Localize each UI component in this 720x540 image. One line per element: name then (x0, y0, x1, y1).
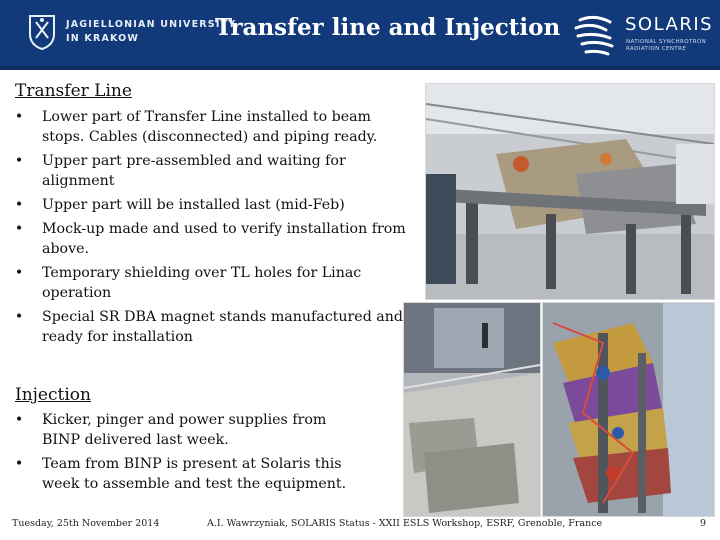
bullet-text: Special SR DBA magnet stands manufactured and ready for installation (42, 309, 403, 345)
hall-photo-image (404, 303, 540, 516)
injection-magnets-photo-image (543, 303, 714, 516)
transfer-line-list (14, 107, 406, 351)
solaris-subtitle (626, 39, 716, 53)
bullet-text: Upper part will be installed last (mid-Feb) (42, 197, 345, 213)
transfer-line-photo-image (426, 84, 714, 299)
list-item: • Special SR DBA magnet stands manufactured and ready for installation (14, 309, 403, 345)
page-number: 9 (700, 518, 707, 529)
list-item: • Team from BINP is present at Solaris this week to assemble and test the equipment. (14, 456, 347, 492)
transfer-line-photo (425, 83, 715, 300)
injection-heading: Injection (15, 385, 91, 405)
bullet-text: Lower part of Transfer Line installed to beam stops. Cables (disconnected) and piping ready. (42, 109, 378, 145)
university-name-line1: JAGIELLONIAN UNIVERSITY (66, 19, 237, 30)
transfer-line-heading: Transfer Line (15, 81, 132, 101)
list-item: • Upper part will be installed last (mid-Feb) (14, 197, 345, 213)
bullet-text: Temporary shielding over TL holes for Linac operation (42, 265, 362, 301)
list-item: • Temporary shielding over TL holes for Linac operation (14, 265, 362, 301)
bullet-text: Kicker, pinger and power supplies from BINP delivered last week. (42, 412, 327, 448)
bullet-text: Team from BINP is present at Solaris this week to assemble and test the equipment. (42, 456, 347, 492)
solaris-subtitle-line2: RADIATION CENTRE (626, 46, 687, 52)
list-item: • Lower part of Transfer Line installed to beam stops. Cables (disconnected) and piping ready. (14, 109, 378, 145)
footer-date: Tuesday, 25th November 2014 (12, 518, 160, 529)
solaris-name: SOLARIS (625, 14, 714, 35)
hall-photo (403, 302, 541, 517)
header-stripe (0, 66, 720, 70)
header-bar (0, 0, 720, 70)
solaris-logo-icon (570, 10, 620, 60)
footer-credit: A.I. Wawrzyniak, SOLARIS Status - XXII ESLS Workshop, ESRF, Grenoble, France (207, 518, 603, 529)
injection-magnets-photo (542, 302, 715, 517)
bullet-text: Mock-up made and used to verify installation from above. (42, 221, 406, 257)
list-item: • Upper part pre-assembled and waiting for alignment (14, 153, 346, 189)
list-item: • Kicker, pinger and power supplies from BINP delivered last week. (14, 412, 327, 448)
slide-title: Transfer line and Injection (215, 14, 561, 41)
list-item: • Mock-up made and used to verify installation from above. (14, 221, 406, 257)
university-name-line2: IN KRAKOW (66, 33, 140, 44)
injection-list (14, 410, 366, 498)
solaris-subtitle-line1: NATIONAL SYNCHROTRON (626, 39, 707, 45)
bullet-text: Upper part pre-assembled and waiting for alignment (42, 153, 346, 189)
university-name (66, 18, 236, 46)
university-crest-icon (28, 14, 56, 50)
